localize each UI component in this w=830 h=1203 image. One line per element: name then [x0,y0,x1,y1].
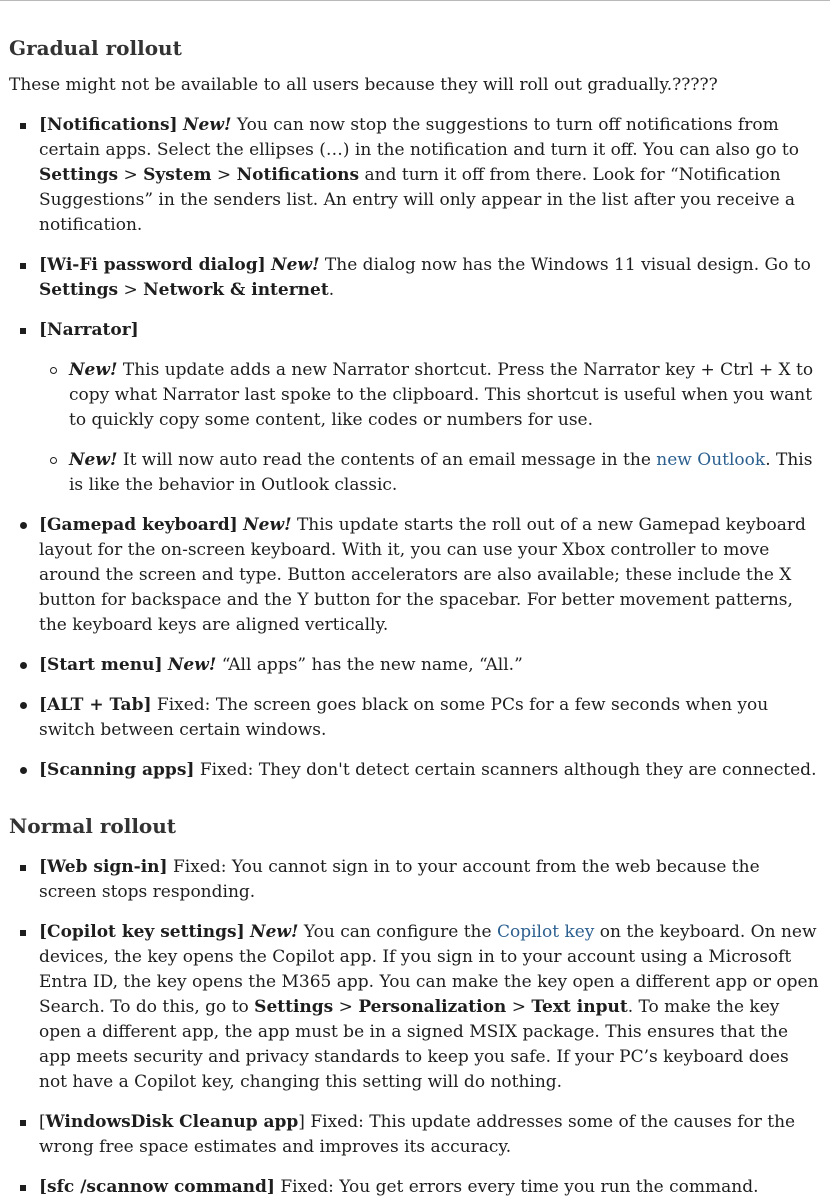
list-item-alt-tab [9,693,820,743]
section-heading-gradual-rollout: Gradual rollout [9,36,182,60]
section-heading-normal-rollout: Normal rollout [9,814,177,838]
list-item-disk-cleanup [9,1110,820,1160]
settings-path-part: Settings [39,280,119,300]
item-text: You can configure the [298,922,497,942]
item-text: Fixed: This update addresses some of the causes for the wrong free space estimates and improves its accuracy. [39,1112,796,1157]
sublist-item-narrator-outlook [39,448,820,498]
list-item-start-menu [9,653,820,678]
list-item-wifi-password-dialog [9,253,820,303]
list-item-gamepad-keyboard [9,513,820,638]
new-badge: New! [167,655,217,675]
item-text: and turn it off from there. Look for “Notification Suggestions” in the senders list. An entry will only appear in the list after you receive a notification. [39,165,796,235]
item-text: . To make the key open a different app, the app must be in a signed MSIX package. This ensures that the app meets security and privacy standards to keep you safe. If your PC’s keyboard does not have a Copilot key, changing this setting will do nothing. [39,997,789,1092]
settings-path-part: System [143,165,212,185]
list-item-notifications [9,113,820,238]
path-separator: > [506,997,532,1017]
article-page [0,1,830,1203]
item-tag: [sfc /scannow command] [39,1177,275,1197]
settings-path-part: Personalization [358,997,507,1017]
item-tag: [ALT + Tab] [39,695,152,715]
item-tag: WindowsDisk Cleanup app [45,1112,299,1132]
item-text: Fixed: They don't detect certain scanners although they are connected. [194,760,817,780]
item-text: Fixed: You get errors every time you run the command. [274,1177,759,1197]
list-item-narrator [9,318,820,498]
item-text: “All apps” has the new name, “All.” [216,655,523,675]
gradual-rollout-list [9,113,820,783]
item-tag: [Gamepad keyboard] [39,515,238,535]
item-tag: [Narrator] [39,320,139,340]
list-item-scanning-apps [9,758,820,783]
item-tag: [Start menu] [39,655,163,675]
new-badge: New! [271,255,320,275]
path-separator: > [333,997,359,1017]
item-tag: [Copilot key settings] [39,922,245,942]
copilot-key-link[interactable]: Copilot key [496,922,595,942]
new-outlook-link[interactable]: new Outlook [656,450,766,470]
narrator-sublist [39,358,820,498]
item-tag: [Web sign-in] [39,857,168,877]
path-separator: > [118,280,144,300]
item-text: on the keyboard. On new devices, the key opens the Copilot app. If you sign in to your account using a Microsoft Entra ID, the key opens the M365 app. You can make the key open a different app or open Search. To do this, go to [39,922,819,1017]
item-text: Fixed: The screen goes black on some PCs for a few seconds when you switch between certain windows. [39,695,769,740]
path-separator: > [118,165,144,185]
new-badge: New! [183,115,232,135]
item-text: . [328,280,335,300]
new-badge: New! [250,922,299,942]
path-separator: > [211,165,237,185]
item-text: The dialog now has the Windows 11 visual design. Go to [319,255,811,275]
section-intro: These might not be available to all users because they will roll out gradually.????? [9,75,718,95]
item-tag: [Notifications] [39,115,178,135]
new-badge: New! [69,360,118,380]
list-item-web-sign-in [9,855,820,905]
normal-rollout-list [9,855,820,1200]
item-tag: [Wi-Fi password dialog] [39,255,266,275]
list-item-copilot-key-settings [9,920,820,1095]
settings-path-part: Text input [531,997,628,1017]
item-text: This update adds a new Narrator shortcut. Press the Narrator key + Ctrl + X to copy what Narrator last spoke to the clipboard. This shortcut is useful when you want to quickly copy some content, like codes or numbers for use. [69,360,814,430]
settings-path-part: Network & internet [143,280,329,300]
settings-path-part: Settings [254,997,334,1017]
item-text: It will now auto read the contents of an email message in the [117,450,657,470]
settings-path-part: Notifications [236,165,360,185]
item-tag: [Scanning apps] [39,760,195,780]
sublist-item-narrator-shortcut [39,358,820,433]
item-text: This update starts the roll out of a new Gamepad keyboard layout for the on-screen keyboard. With it, you can use your Xbox controller to move around the screen and type. Button accelerators are also available; these include the X button for backspace and the Y button for the spacebar. For better movement patterns, the keyboard keys are aligned vertically. [39,515,806,635]
item-text: Fixed: You cannot sign in to your account from the web because the screen stops responding. [39,857,760,902]
bracket-open: [ [39,1112,46,1132]
list-item-sfc-scannow [9,1175,820,1200]
new-badge: New! [243,515,292,535]
item-text: You can now stop the suggestions to turn off notifications from certain apps. Select the ellipses (…) in the notification and turn it off. You can also go to [39,115,799,160]
settings-path-part: Settings [39,165,119,185]
item-text: . This is like the behavior in Outlook classic. [69,450,813,495]
bracket-close: ] [298,1112,305,1132]
new-badge: New! [69,450,118,470]
